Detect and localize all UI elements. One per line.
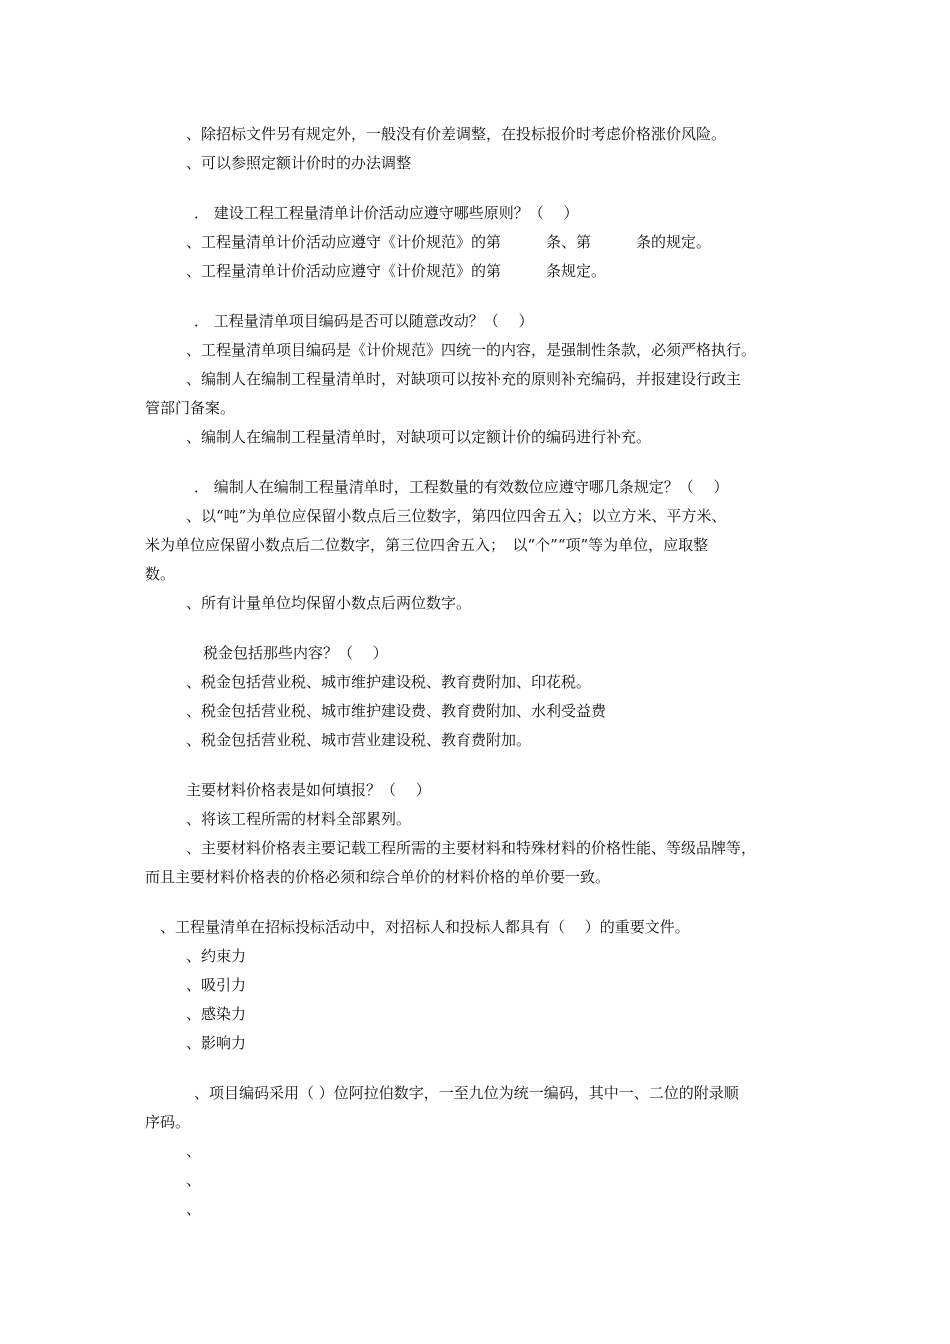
answer-option: 、将该工程所需的材料全部累列。 bbox=[186, 810, 412, 828]
answer-option-continuation: 而且主要材料价格表的价格必须和综合单价的材料价格的单价要一致。 bbox=[145, 868, 611, 886]
question-heading-continuation: 序码。 bbox=[145, 1113, 191, 1131]
answer-option: 、影响力 bbox=[186, 1034, 247, 1052]
question-heading: 、项目编码采用（ ）位阿拉伯数字，一至九位为统一编码，其中一、二位的附录顺 bbox=[194, 1084, 739, 1102]
question-heading: 税金包括那些内容？（ ） bbox=[203, 644, 388, 662]
answer-option: 、以“吨”为单位应保留小数点后三位数字，第四位四舍五入；以立方米、平方米、 bbox=[186, 507, 727, 525]
answer-option: 、编制人在编制工程量清单时，对缺项可以按补充的原则补充编码，并报建设行政主 bbox=[186, 370, 742, 388]
question-heading: 主要材料价格表是如何填报？（ ） bbox=[186, 781, 431, 799]
answer-option-continuation: 米为单位应保留小数点后二位数字，第三位四舍五入； 以“个”“项”等为单位，应取整 bbox=[145, 536, 709, 554]
answer-option: 、感染力 bbox=[186, 1005, 247, 1023]
answer-option: 、 bbox=[186, 1200, 202, 1218]
answer-option: 、税金包括营业税、城市维护建设费、教育费附加、水利受益费 bbox=[186, 702, 607, 720]
answer-option: 、税金包括营业税、城市营业建设税、教育费附加。 bbox=[186, 731, 532, 749]
question-heading: ． 建设工程工程量清单计价活动应遵守哪些原则？（ ） bbox=[194, 204, 579, 222]
answer-option: 、所有计量单位均保留小数点后两位数字。 bbox=[186, 594, 472, 612]
question-heading: 、工程量清单在招标投标活动中，对招标人和投标人都具有（ ）的重要文件。 bbox=[160, 918, 690, 936]
answer-option: 、税金包括营业税、城市维护建设税、教育费附加、印花税。 bbox=[186, 673, 592, 691]
answer-option: 、除招标文件另有规定外，一般没有价差调整，在投标报价时考虑价格涨价风险。 bbox=[186, 125, 727, 143]
answer-option: 、编制人在编制工程量清单时，对缺项可以定额计价的编码进行补充。 bbox=[186, 428, 652, 446]
answer-option: 、约束力 bbox=[186, 947, 247, 965]
answer-option-continuation: 管部门备案。 bbox=[145, 399, 236, 417]
answer-option: 、工程量清单项目编码是《计价规范》四统一的内容，是强制性条款，必须严格执行。 bbox=[186, 341, 757, 359]
answer-option: 、可以参照定额计价时的办法调整 bbox=[186, 154, 412, 172]
answer-option: 、主要材料价格表主要记载工程所需的主要材料和特殊材料的价格性能、等级品牌等， bbox=[186, 839, 757, 857]
answer-option: 、 bbox=[186, 1142, 202, 1160]
answer-option-continuation: 数。 bbox=[145, 565, 176, 583]
question-heading: ． 工程量清单项目编码是否可以随意改动？（ ） bbox=[194, 312, 534, 330]
answer-option: 、吸引力 bbox=[186, 976, 247, 994]
answer-option: 、工程量清单计价活动应遵守《计价规范》的第 条规定。 bbox=[186, 262, 607, 280]
answer-option: 、 bbox=[186, 1171, 202, 1189]
answer-option: 、工程量清单计价活动应遵守《计价规范》的第 条、第 条的规定。 bbox=[186, 233, 712, 251]
question-heading: ． 编制人在编制工程量清单时，工程数量的有效数位应遵守哪几条规定？（ ） bbox=[194, 478, 729, 496]
